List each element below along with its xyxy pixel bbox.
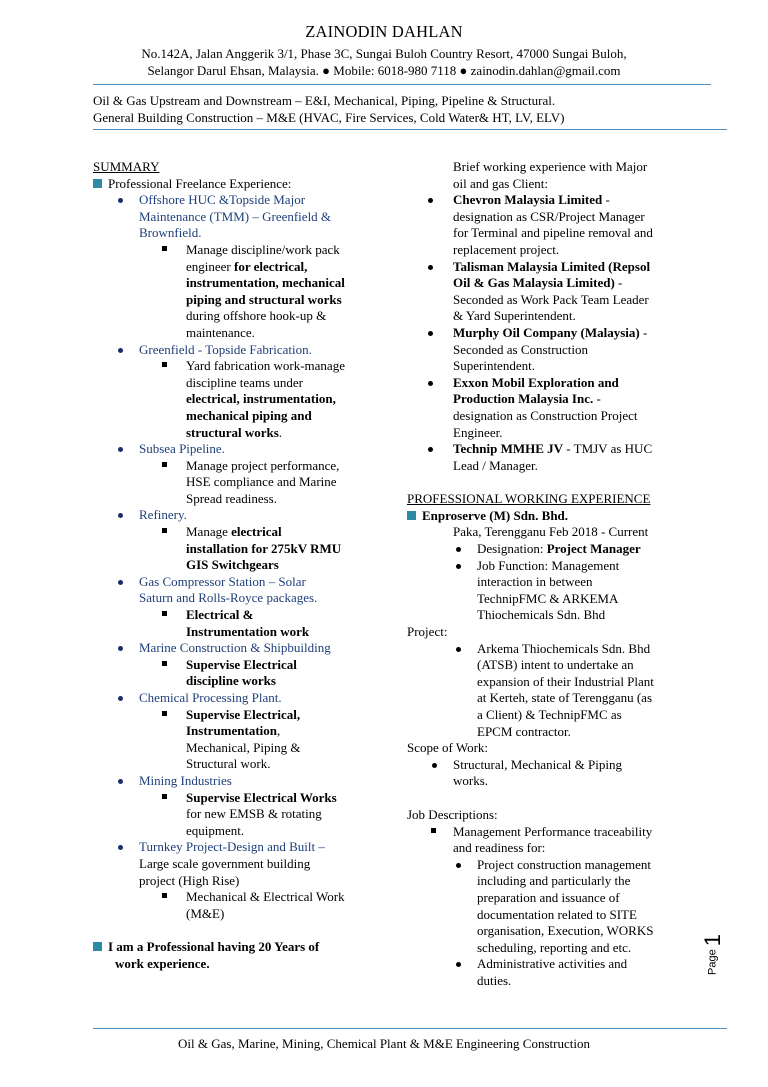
jd-detail: preparation and issuance of [477,889,620,905]
bullet-dot-icon [456,647,461,652]
sub-list-item [93,524,403,574]
detail-line: Manage [186,524,232,540]
resume-name: ZAINODIN DAHLAN [305,22,463,41]
detail-bold: electrical, instrumentation, [186,391,336,407]
summary-heading: SUMMARY [93,159,160,174]
job-function: Job Function: Management [477,557,620,573]
client-detail: designation as CSR/Project Manager [453,208,645,224]
detail-line: Mechanical, Piping & [186,739,301,755]
client-detail: - TMJV as HUC [563,441,653,457]
client-dash: - [614,275,623,291]
bullet-dot-icon [428,447,433,452]
square-bullet-icon [93,942,102,951]
bullet-dot-icon [456,962,461,967]
small-square-bullet-icon [162,893,167,898]
small-square-bullet-icon [162,246,167,251]
role-item [407,558,707,624]
project-detail: expansion of their Industrial Plant [477,673,654,689]
client-detail: Seconded as Work Pack Team Leader [453,291,649,307]
scope-label: Scope of Work: [407,740,489,756]
sub-list-item [93,657,403,690]
bullet-dot-icon [118,198,123,203]
list-item [93,690,403,707]
client-name: Oil & Gas Malaysia Limited) [453,275,615,291]
detail-bold: Supervise Electrical Works [186,789,337,805]
jd-detail: duties. [477,972,512,988]
detail-line: Structural work. [186,756,271,772]
client-item [407,192,707,258]
bullet-dot-icon [428,331,433,336]
jd-detail: scheduling, reporting and etc. [477,939,632,955]
detail-line: , [277,723,281,739]
client-detail: Superintendent. [453,358,535,374]
item-mining: Mining Industries [139,772,232,788]
client-detail: designation as Construction Project [453,407,638,423]
client-name: Technip MMHE JV [453,441,564,457]
detail-line: HSE compliance and Marine [186,474,337,490]
detail-line: discipline teams under [186,374,303,390]
detail-line: (M&E) [186,905,225,921]
small-square-bullet-icon [162,362,167,367]
list-item [93,574,403,607]
header-rule [93,84,711,85]
client-item [407,259,707,325]
square-bullet-icon [407,511,416,520]
sub-list-item [93,889,403,922]
detail-bold: Instrumentation [186,723,278,739]
client-detail: Lead / Manager. [453,457,538,473]
detail-bold: Supervise Electrical [186,656,297,672]
detail-line: maintenance. [186,324,255,340]
jd-sub-item [407,956,707,989]
detail-bold: instrumentation, mechanical [186,275,345,291]
bullet-dot-icon [118,447,123,452]
square-bullet-icon [93,179,102,188]
list-item [93,773,403,790]
jd-detail: including and particularly the [477,873,631,889]
bullet-dot-icon [428,265,433,270]
company-name: Enproserve (M) Sdn. Bhd. [422,507,569,523]
item-offshore-3: Brownfield. [139,225,202,241]
detail-bold: GIS Switchgears [186,557,279,573]
list-item [93,441,403,458]
detail-bold: for electrical, [234,258,308,274]
detail-bold: electrical [231,524,282,540]
detail-line: Manage project performance, [186,457,340,473]
company-location-dates: Paka, Terengganu Feb 2018 - Current [453,524,649,540]
client-detail: & Yard Superintendent. [453,308,576,324]
client-item [407,325,707,375]
detail-bold: installation for 275kV RMU [186,540,342,556]
detail-line: for new EMSB & rotating [186,806,322,822]
item-marine: Marine Construction & Shipbuilding [139,640,331,656]
bullet-dot-icon [432,763,437,768]
jd-detail: Administrative activities and [477,956,628,972]
small-square-bullet-icon [162,711,167,716]
sub-list-item [93,607,403,640]
bullet-dot-icon [428,381,433,386]
jd-sub-item [407,857,707,957]
scope-line-2: General Building Construction – M&E (HVAC, Fire Services, Cold Water& HT, LV, ELV) [93,110,565,125]
client-name: Exxon Mobil Exploration and [453,374,619,390]
item-offshore-1: Offshore HUC &Topside Major [139,192,306,208]
item-subsea: Subsea Pipeline. [139,441,225,457]
designation-value: Project Manager [546,541,641,557]
detail-bold: piping and structural works [186,291,342,307]
page-label: Page [706,949,719,975]
job-function: interaction in between [477,574,593,590]
detail-line: Manage discipline/work pack [186,241,340,257]
bullet-dot-icon [456,564,461,569]
small-square-bullet-icon [162,611,167,616]
job-function: TechnipFMC & ARKEMA [477,590,619,606]
bullet-dot-icon [118,845,123,850]
detail-bold: structural works [186,424,279,440]
project-item [407,641,707,741]
item-turnkey: project (High Rise) [139,872,240,888]
item-gas: Gas Compressor Station – Solar [139,573,306,589]
jd-detail: and readiness for: [453,840,546,856]
bullet-dot-icon [428,198,433,203]
jd-detail: documentation related to SITE [477,906,637,922]
scope-item [407,757,707,790]
detail-bold: discipline works [186,673,276,689]
project-detail: a Client) & TechnipFMC as [477,707,622,722]
project-detail: EPCM contractor. [477,723,571,739]
detail-bold: mechanical piping and [186,407,312,423]
client-name: Talisman Malaysia Limited (Repsol [453,258,651,274]
detail-line: Spread readiness. [186,490,277,506]
list-item [93,507,403,524]
detail-line: Mechanical & Electrical Work [186,889,345,905]
page-number-value: 1 [699,934,725,947]
small-square-bullet-icon [162,794,167,799]
sub-list-item [93,242,403,342]
item-turnkey: Large scale government building [139,855,311,871]
detail-line: Yard fabrication work-manage [186,358,345,374]
bullet-dot-icon [456,863,461,868]
detail-bold: Electrical & [186,607,254,623]
freelance-label: Professional Freelance Experience: [108,175,292,191]
address-line-1: No.142A, Jalan Anggerik 3/1, Phase 3C, Sungai Buloh Country Resort, 47000 Sungai Buloh, [141,46,627,61]
address-line-2: Selangor Darul Ehsan, Malaysia. ● Mobile: 6018-980 7118 ● zainodin.dahlan@gmail.com [147,63,621,78]
small-square-bullet-icon [162,462,167,467]
project-detail: (ATSB) intent to undertake an [477,657,634,673]
item-offshore-2: Maintenance (TMM) – Greenfield & [139,208,332,224]
jd-detail: organisation, Execution, WORKS [477,923,654,939]
client-name: Chevron Malaysia Limited [453,192,603,208]
list-item [93,192,403,242]
sub-list-item [93,458,403,508]
footer-text: Oil & Gas, Marine, Mining, Chemical Plant & M&E Engineering Construction [178,1036,590,1051]
small-square-bullet-icon [162,661,167,666]
page-number [699,934,744,975]
list-item [93,342,403,359]
bullet-dot-icon [118,348,123,353]
scope-detail: works. [453,773,489,789]
bullet-dot-icon [118,646,123,651]
summary-column [93,159,403,973]
sub-list-item [93,707,403,773]
job-descriptions-label: Job Descriptions: [407,806,498,822]
scope-detail: Structural, Mechanical & Piping [453,756,622,772]
experience-heading: PROFESSIONAL WORKING EXPERIENCE [407,491,651,507]
clients-intro: Brief working experience with Major [453,159,648,174]
sub-list-item [93,790,403,840]
client-item [407,441,707,474]
item-turnkey: Turnkey Project-Design and Built – [139,839,325,855]
client-detail: for Terminal and pipeline removal and [453,225,653,241]
clients-intro: oil and gas Client: [453,175,548,191]
bullet-dot-icon [118,779,123,784]
scope-rule [93,129,727,130]
client-item [407,375,707,441]
detail-bold: Instrumentation work [186,623,310,639]
project-label: Project: [407,624,448,640]
jd-detail: Project construction management [477,856,652,872]
item-refinery: Refinery. [139,507,187,523]
list-item [93,839,403,889]
detail-line: . [278,424,283,440]
experience-column [407,159,707,990]
client-detail: Engineer. [453,424,503,440]
small-square-bullet-icon [162,528,167,533]
bullet-dot-icon [118,513,123,518]
bullet-dot-icon [456,547,461,552]
small-square-bullet-icon [431,828,436,833]
bullet-dot-icon [118,696,123,701]
detail-bold: Supervise Electrical, [186,706,301,722]
client-detail: Seconded as Construction [453,341,589,357]
client-dash: - [639,324,648,340]
project-detail: Arkema Thiochemicals Sdn. Bhd [477,640,651,656]
client-name: Murphy Oil Company (Malaysia) [453,324,640,340]
sub-list-item [93,358,403,441]
designation-label: Designation: [477,541,547,557]
jd-item [407,824,707,857]
item-greenfield: Greenfield - Topside Fabrication. [139,341,312,357]
years-line: work experience. [115,955,210,971]
detail-line: during offshore hook-up & [186,308,327,324]
client-detail: replacement project. [453,241,560,257]
client-name: Production Malaysia Inc. [453,391,594,407]
client-dash: - [593,391,601,407]
project-detail: at Kerteh, state of Terengganu (as [477,690,652,706]
jd-detail: Management Performance traceability [453,823,653,839]
item-chemical: Chemical Processing Plant. [139,690,282,705]
detail-line: equipment. [186,822,245,838]
scope-line-1: Oil & Gas Upstream and Downstream – E&I, Mechanical, Piping, Pipeline & Structural. [93,93,556,108]
bullet-dot-icon [118,580,123,585]
role-item [407,541,707,558]
item-gas: Saturn and Rolls-Royce packages. [139,590,318,606]
detail-line: engineer [186,258,235,274]
job-function: Thiochemicals Sdn. Bhd [477,607,606,623]
client-dash: - [602,192,610,208]
footer-rule [93,1028,727,1029]
years-line: I am a Professional having 20 Years of [108,939,320,955]
list-item [93,640,403,657]
